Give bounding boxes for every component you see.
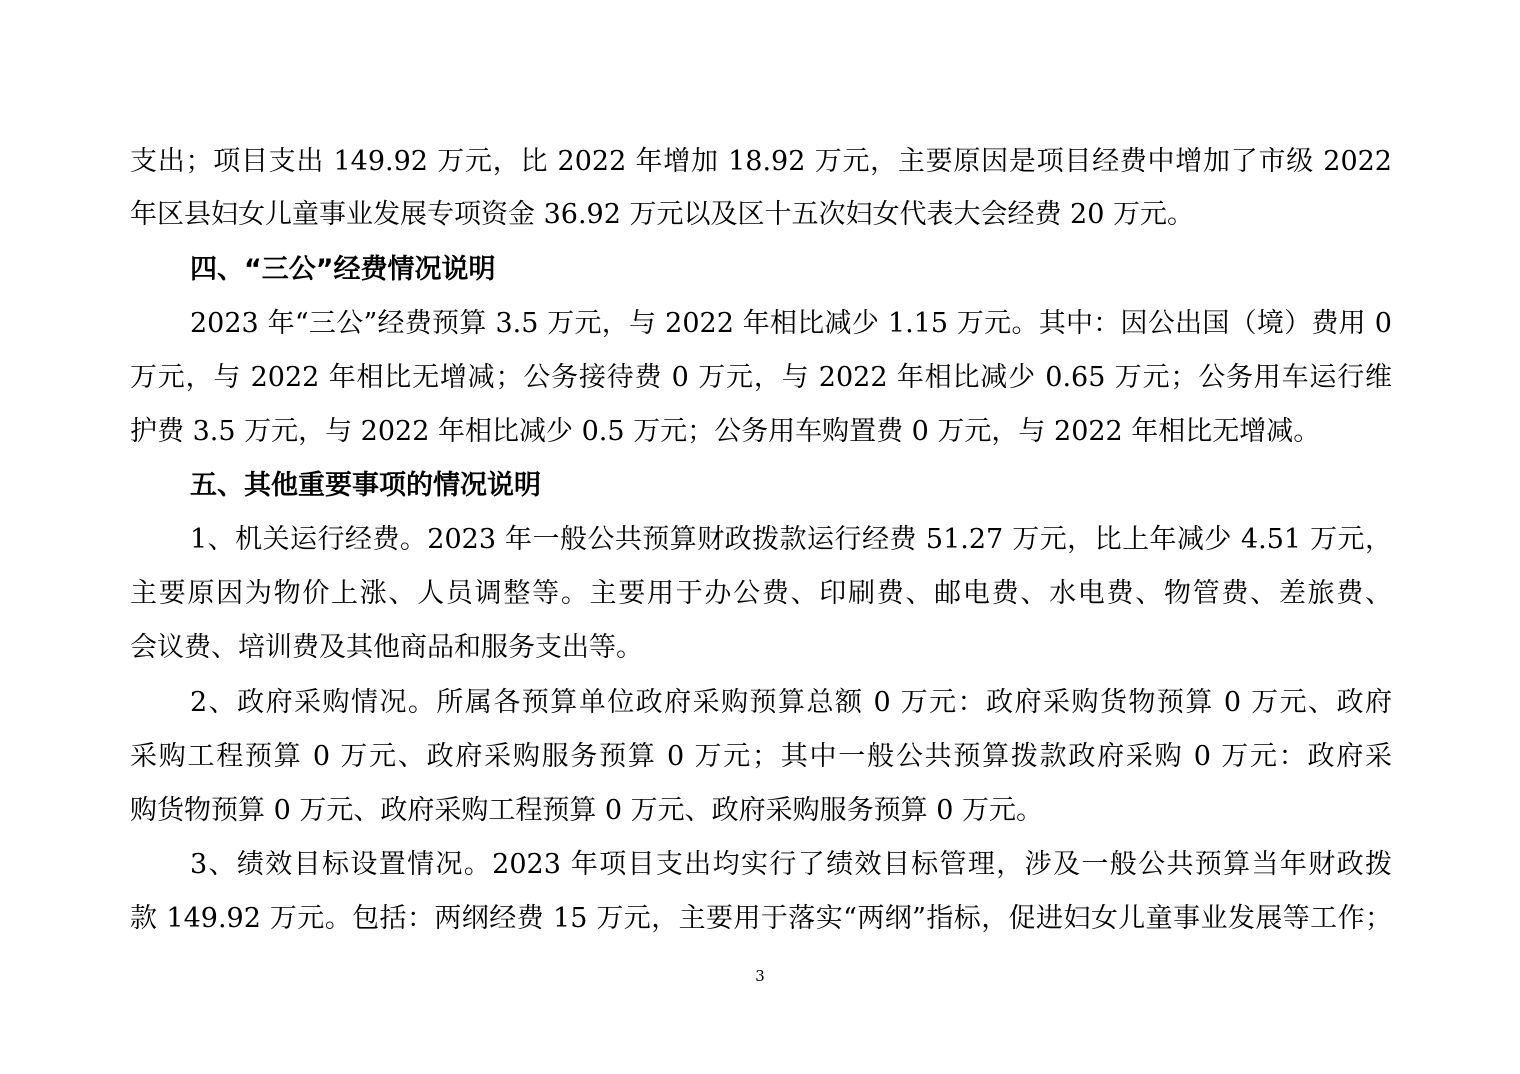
paragraph-line-13: 购货物预算 0 万元、政府采购工程预算 0 万元、政府采购服务预算 0 万元。 <box>130 795 1044 826</box>
paragraph-line-14: 3、绩效目标设置情况。2023 年项目支出均实行了绩效目标管理，涉及一般公共预算当年财政拨 <box>190 849 1392 880</box>
paragraph-line-11: 2、政府采购情况。所属各预算单位政府采购预算总额 0 万元：政府采购货物预算 0 万元、政府 <box>190 687 1392 718</box>
paragraph-line-6: 护费 3.5 万元，与 2022 年相比减少 0.5 万元；公务用车购置费 0 万元，与 2022 年相比无增减。 <box>130 416 1321 447</box>
paragraph-line-8: 1、机关运行经费。2023 年一般公共预算财政拨款运行经费 51.27 万元，比上年减少 4.51 万元， <box>190 524 1392 555</box>
paragraph-line-15: 款 149.92 万元。包括：两纲经费 15 万元，主要用于落实“两纲”指标，促进妇女儿童事业发展等工作； <box>130 903 1392 934</box>
paragraph-line-12: 采购工程预算 0 万元、政府采购服务预算 0 万元；其中一般公共预算拨款政府采购 0 万元：政府采 <box>130 741 1392 772</box>
paragraph-line-4: 2023 年“三公”经费预算 3.5 万元，与 2022 年相比减少 1.15 万元。其中：因公出国（境）费用 0 <box>190 308 1392 339</box>
section-heading-four: 四、“三公”经费情况说明 <box>190 254 496 285</box>
paragraph-line-2: 年区县妇女儿童事业发展专项资金 36.92 万元以及区十五次妇女代表大会经费 20 万元。 <box>130 199 1194 230</box>
page-number: 3 <box>755 967 765 985</box>
paragraph-line-1: 支出；项目支出 149.92 万元，比 2022 年增加 18.92 万元，主要原因是项目经费中增加了市级 2022 <box>130 146 1392 177</box>
paragraph-line-5: 万元，与 2022 年相比无增减；公务接待费 0 万元，与 2022 年相比减少 0.65 万元；公务用车运行维 <box>130 362 1392 393</box>
paragraph-line-10: 会议费、培训费及其他商品和服务支出等。 <box>130 632 643 663</box>
section-heading-five: 五、其他重要事项的情况说明 <box>190 470 541 501</box>
paragraph-line-9: 主要原因为物价上涨、人员调整等。主要用于办公费、印刷费、邮电费、水电费、物管费、差旅费、 <box>130 578 1392 609</box>
